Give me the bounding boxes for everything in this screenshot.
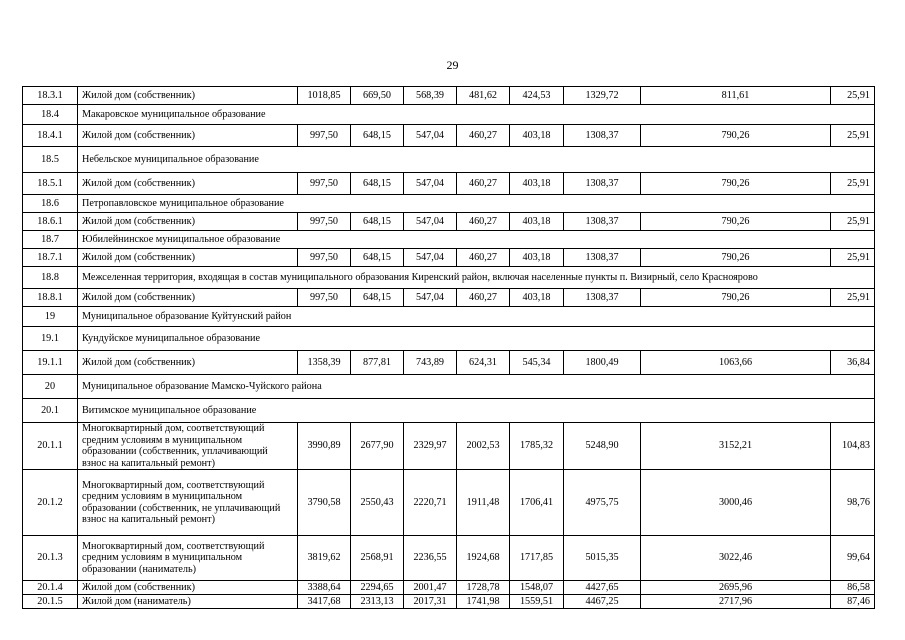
row-code: 18.3.1 bbox=[23, 87, 78, 105]
value-1: 997,50 bbox=[298, 249, 351, 267]
value-6: 1329,72 bbox=[564, 87, 641, 105]
row-name: Жилой дом (собственник) bbox=[78, 249, 298, 267]
section-title: Макаровское муниципальное образование bbox=[78, 105, 875, 125]
value-8: 25,91 bbox=[831, 125, 875, 147]
section-row bbox=[23, 375, 875, 399]
value-6: 4975,75 bbox=[564, 470, 641, 536]
table-row bbox=[23, 536, 875, 581]
row-name: Жилой дом (собственник) bbox=[78, 173, 298, 195]
value-3: 2236,55 bbox=[404, 536, 457, 581]
value-6: 5015,35 bbox=[564, 536, 641, 581]
table-row bbox=[23, 289, 875, 307]
value-3: 2220,71 bbox=[404, 470, 457, 536]
section-row bbox=[23, 267, 875, 289]
value-8: 36,84 bbox=[831, 351, 875, 375]
value-3: 547,04 bbox=[404, 125, 457, 147]
value-5: 403,18 bbox=[510, 125, 564, 147]
value-5: 1717,85 bbox=[510, 536, 564, 581]
value-2: 2550,43 bbox=[351, 470, 404, 536]
value-5: 403,18 bbox=[510, 289, 564, 307]
value-7: 3022,46 bbox=[641, 536, 831, 581]
value-8: 25,91 bbox=[831, 249, 875, 267]
row-code: 18.7.1 bbox=[23, 249, 78, 267]
table-row bbox=[23, 173, 875, 195]
table-row bbox=[23, 470, 875, 536]
page-number: 29 bbox=[446, 58, 459, 72]
section-row bbox=[23, 231, 875, 249]
row-code: 19 bbox=[23, 307, 78, 327]
value-1: 997,50 bbox=[298, 213, 351, 231]
row-name: Жилой дом (собственник) bbox=[78, 213, 298, 231]
table-body bbox=[23, 87, 875, 609]
row-name: Жилой дом (собственник) bbox=[78, 87, 298, 105]
value-3: 547,04 bbox=[404, 249, 457, 267]
value-4: 460,27 bbox=[457, 249, 510, 267]
value-6: 1308,37 bbox=[564, 289, 641, 307]
row-name: Жилой дом (собственник) bbox=[78, 581, 298, 595]
value-3: 547,04 bbox=[404, 173, 457, 195]
value-8: 98,76 bbox=[831, 470, 875, 536]
value-8: 25,91 bbox=[831, 173, 875, 195]
value-2: 669,50 bbox=[351, 87, 404, 105]
section-row bbox=[23, 399, 875, 423]
value-5: 403,18 bbox=[510, 173, 564, 195]
value-4: 624,31 bbox=[457, 351, 510, 375]
row-code: 20.1.4 bbox=[23, 581, 78, 595]
row-name: Жилой дом (собственник) bbox=[78, 289, 298, 307]
row-code: 18.6 bbox=[23, 195, 78, 213]
row-name: Многоквартирный дом, соответствующий средним условиям в муниципальном образовании (собственник, уплачивающий взнос на капитальный ремонт) bbox=[78, 423, 298, 470]
section-row bbox=[23, 307, 875, 327]
value-7: 1063,66 bbox=[641, 351, 831, 375]
value-8: 25,91 bbox=[831, 289, 875, 307]
section-title: Муниципальное образование Куйтунский район bbox=[78, 307, 875, 327]
value-2: 648,15 bbox=[351, 213, 404, 231]
section-title: Петропавловское муниципальное образование bbox=[78, 195, 875, 213]
table-row bbox=[23, 249, 875, 267]
value-3: 2017,31 bbox=[404, 595, 457, 609]
value-3: 2329,97 bbox=[404, 423, 457, 470]
value-2: 877,81 bbox=[351, 351, 404, 375]
row-code: 18.8.1 bbox=[23, 289, 78, 307]
value-6: 1800,49 bbox=[564, 351, 641, 375]
row-name: Жилой дом (наниматель) bbox=[78, 595, 298, 609]
value-4: 2002,53 bbox=[457, 423, 510, 470]
value-4: 460,27 bbox=[457, 289, 510, 307]
value-7: 790,26 bbox=[641, 289, 831, 307]
section-title: Кундуйское муниципальное образование bbox=[78, 327, 875, 351]
value-2: 648,15 bbox=[351, 173, 404, 195]
row-code: 18.7 bbox=[23, 231, 78, 249]
value-2: 648,15 bbox=[351, 289, 404, 307]
value-5: 424,53 bbox=[510, 87, 564, 105]
row-code: 18.4 bbox=[23, 105, 78, 125]
value-4: 460,27 bbox=[457, 213, 510, 231]
value-8: 86,58 bbox=[831, 581, 875, 595]
table-row bbox=[23, 87, 875, 105]
value-1: 1018,85 bbox=[298, 87, 351, 105]
value-1: 3990,89 bbox=[298, 423, 351, 470]
value-3: 743,89 bbox=[404, 351, 457, 375]
value-6: 1308,37 bbox=[564, 213, 641, 231]
value-1: 3388,64 bbox=[298, 581, 351, 595]
row-code: 19.1 bbox=[23, 327, 78, 351]
row-code: 18.4.1 bbox=[23, 125, 78, 147]
value-3: 547,04 bbox=[404, 289, 457, 307]
value-7: 2717,96 bbox=[641, 595, 831, 609]
value-1: 1358,39 bbox=[298, 351, 351, 375]
value-2: 2677,90 bbox=[351, 423, 404, 470]
table-row bbox=[23, 581, 875, 595]
value-2: 648,15 bbox=[351, 125, 404, 147]
row-name: Многоквартирный дом, соответствующий средним условиям в муниципальном образовании (собственник, не уплачивающий взнос на капитальный ремонт) bbox=[78, 470, 298, 536]
value-4: 481,62 bbox=[457, 87, 510, 105]
value-3: 2001,47 bbox=[404, 581, 457, 595]
row-name: Жилой дом (собственник) bbox=[78, 125, 298, 147]
value-4: 460,27 bbox=[457, 125, 510, 147]
value-5: 1785,32 bbox=[510, 423, 564, 470]
value-6: 1308,37 bbox=[564, 125, 641, 147]
value-8: 99,64 bbox=[831, 536, 875, 581]
section-title: Небельское муниципальное образование bbox=[78, 147, 875, 173]
section-title: Витимское муниципальное образование bbox=[78, 399, 875, 423]
table-row bbox=[23, 125, 875, 147]
value-4: 460,27 bbox=[457, 173, 510, 195]
section-row bbox=[23, 195, 875, 213]
value-4: 1924,68 bbox=[457, 536, 510, 581]
value-1: 997,50 bbox=[298, 173, 351, 195]
value-5: 1548,07 bbox=[510, 581, 564, 595]
value-2: 2568,91 bbox=[351, 536, 404, 581]
value-3: 568,39 bbox=[404, 87, 457, 105]
row-name: Жилой дом (собственник) bbox=[78, 351, 298, 375]
row-code: 20.1.1 bbox=[23, 423, 78, 470]
value-7: 811,61 bbox=[641, 87, 831, 105]
value-5: 1559,51 bbox=[510, 595, 564, 609]
row-code: 18.6.1 bbox=[23, 213, 78, 231]
value-3: 547,04 bbox=[404, 213, 457, 231]
row-code: 18.5 bbox=[23, 147, 78, 173]
value-2: 2294,65 bbox=[351, 581, 404, 595]
section-row bbox=[23, 147, 875, 173]
row-code: 19.1.1 bbox=[23, 351, 78, 375]
value-7: 790,26 bbox=[641, 213, 831, 231]
row-code: 20.1 bbox=[23, 399, 78, 423]
value-7: 790,26 bbox=[641, 249, 831, 267]
section-title: Межселенная территория, входящая в состав муниципального образования Киренский район, включая населенные пункты п. Визирный, село Красноярово bbox=[78, 267, 875, 289]
section-title: Юбилейнинское муниципальное образование bbox=[78, 231, 875, 249]
value-8: 87,46 bbox=[831, 595, 875, 609]
value-1: 997,50 bbox=[298, 125, 351, 147]
value-6: 5248,90 bbox=[564, 423, 641, 470]
section-title: Муниципальное образование Мамско-Чуйского района bbox=[78, 375, 875, 399]
value-5: 403,18 bbox=[510, 213, 564, 231]
value-1: 997,50 bbox=[298, 289, 351, 307]
value-8: 104,83 bbox=[831, 423, 875, 470]
value-7: 2695,96 bbox=[641, 581, 831, 595]
row-code: 20.1.3 bbox=[23, 536, 78, 581]
table-row bbox=[23, 423, 875, 470]
value-6: 1308,37 bbox=[564, 249, 641, 267]
value-6: 4427,65 bbox=[564, 581, 641, 595]
value-7: 3152,21 bbox=[641, 423, 831, 470]
value-2: 648,15 bbox=[351, 249, 404, 267]
value-2: 2313,13 bbox=[351, 595, 404, 609]
value-5: 545,34 bbox=[510, 351, 564, 375]
value-4: 1728,78 bbox=[457, 581, 510, 595]
row-code: 20 bbox=[23, 375, 78, 399]
table-row bbox=[23, 213, 875, 231]
section-row bbox=[23, 327, 875, 351]
row-code: 18.8 bbox=[23, 267, 78, 289]
value-6: 1308,37 bbox=[564, 173, 641, 195]
value-7: 3000,46 bbox=[641, 470, 831, 536]
value-5: 403,18 bbox=[510, 249, 564, 267]
section-row bbox=[23, 105, 875, 125]
value-7: 790,26 bbox=[641, 173, 831, 195]
row-name: Многоквартирный дом, соответствующий средним условиям в муниципальном образовании (наниматель) bbox=[78, 536, 298, 581]
row-code: 18.5.1 bbox=[23, 173, 78, 195]
value-8: 25,91 bbox=[831, 87, 875, 105]
row-code: 20.1.5 bbox=[23, 595, 78, 609]
value-7: 790,26 bbox=[641, 125, 831, 147]
value-1: 3417,68 bbox=[298, 595, 351, 609]
value-4: 1741,98 bbox=[457, 595, 510, 609]
value-4: 1911,48 bbox=[457, 470, 510, 536]
table-row bbox=[23, 351, 875, 375]
table-row bbox=[23, 595, 875, 609]
row-code: 20.1.2 bbox=[23, 470, 78, 536]
value-6: 4467,25 bbox=[564, 595, 641, 609]
value-8: 25,91 bbox=[831, 213, 875, 231]
value-5: 1706,41 bbox=[510, 470, 564, 536]
value-1: 3819,62 bbox=[298, 536, 351, 581]
tariff-table bbox=[22, 86, 875, 609]
value-1: 3790,58 bbox=[298, 470, 351, 536]
